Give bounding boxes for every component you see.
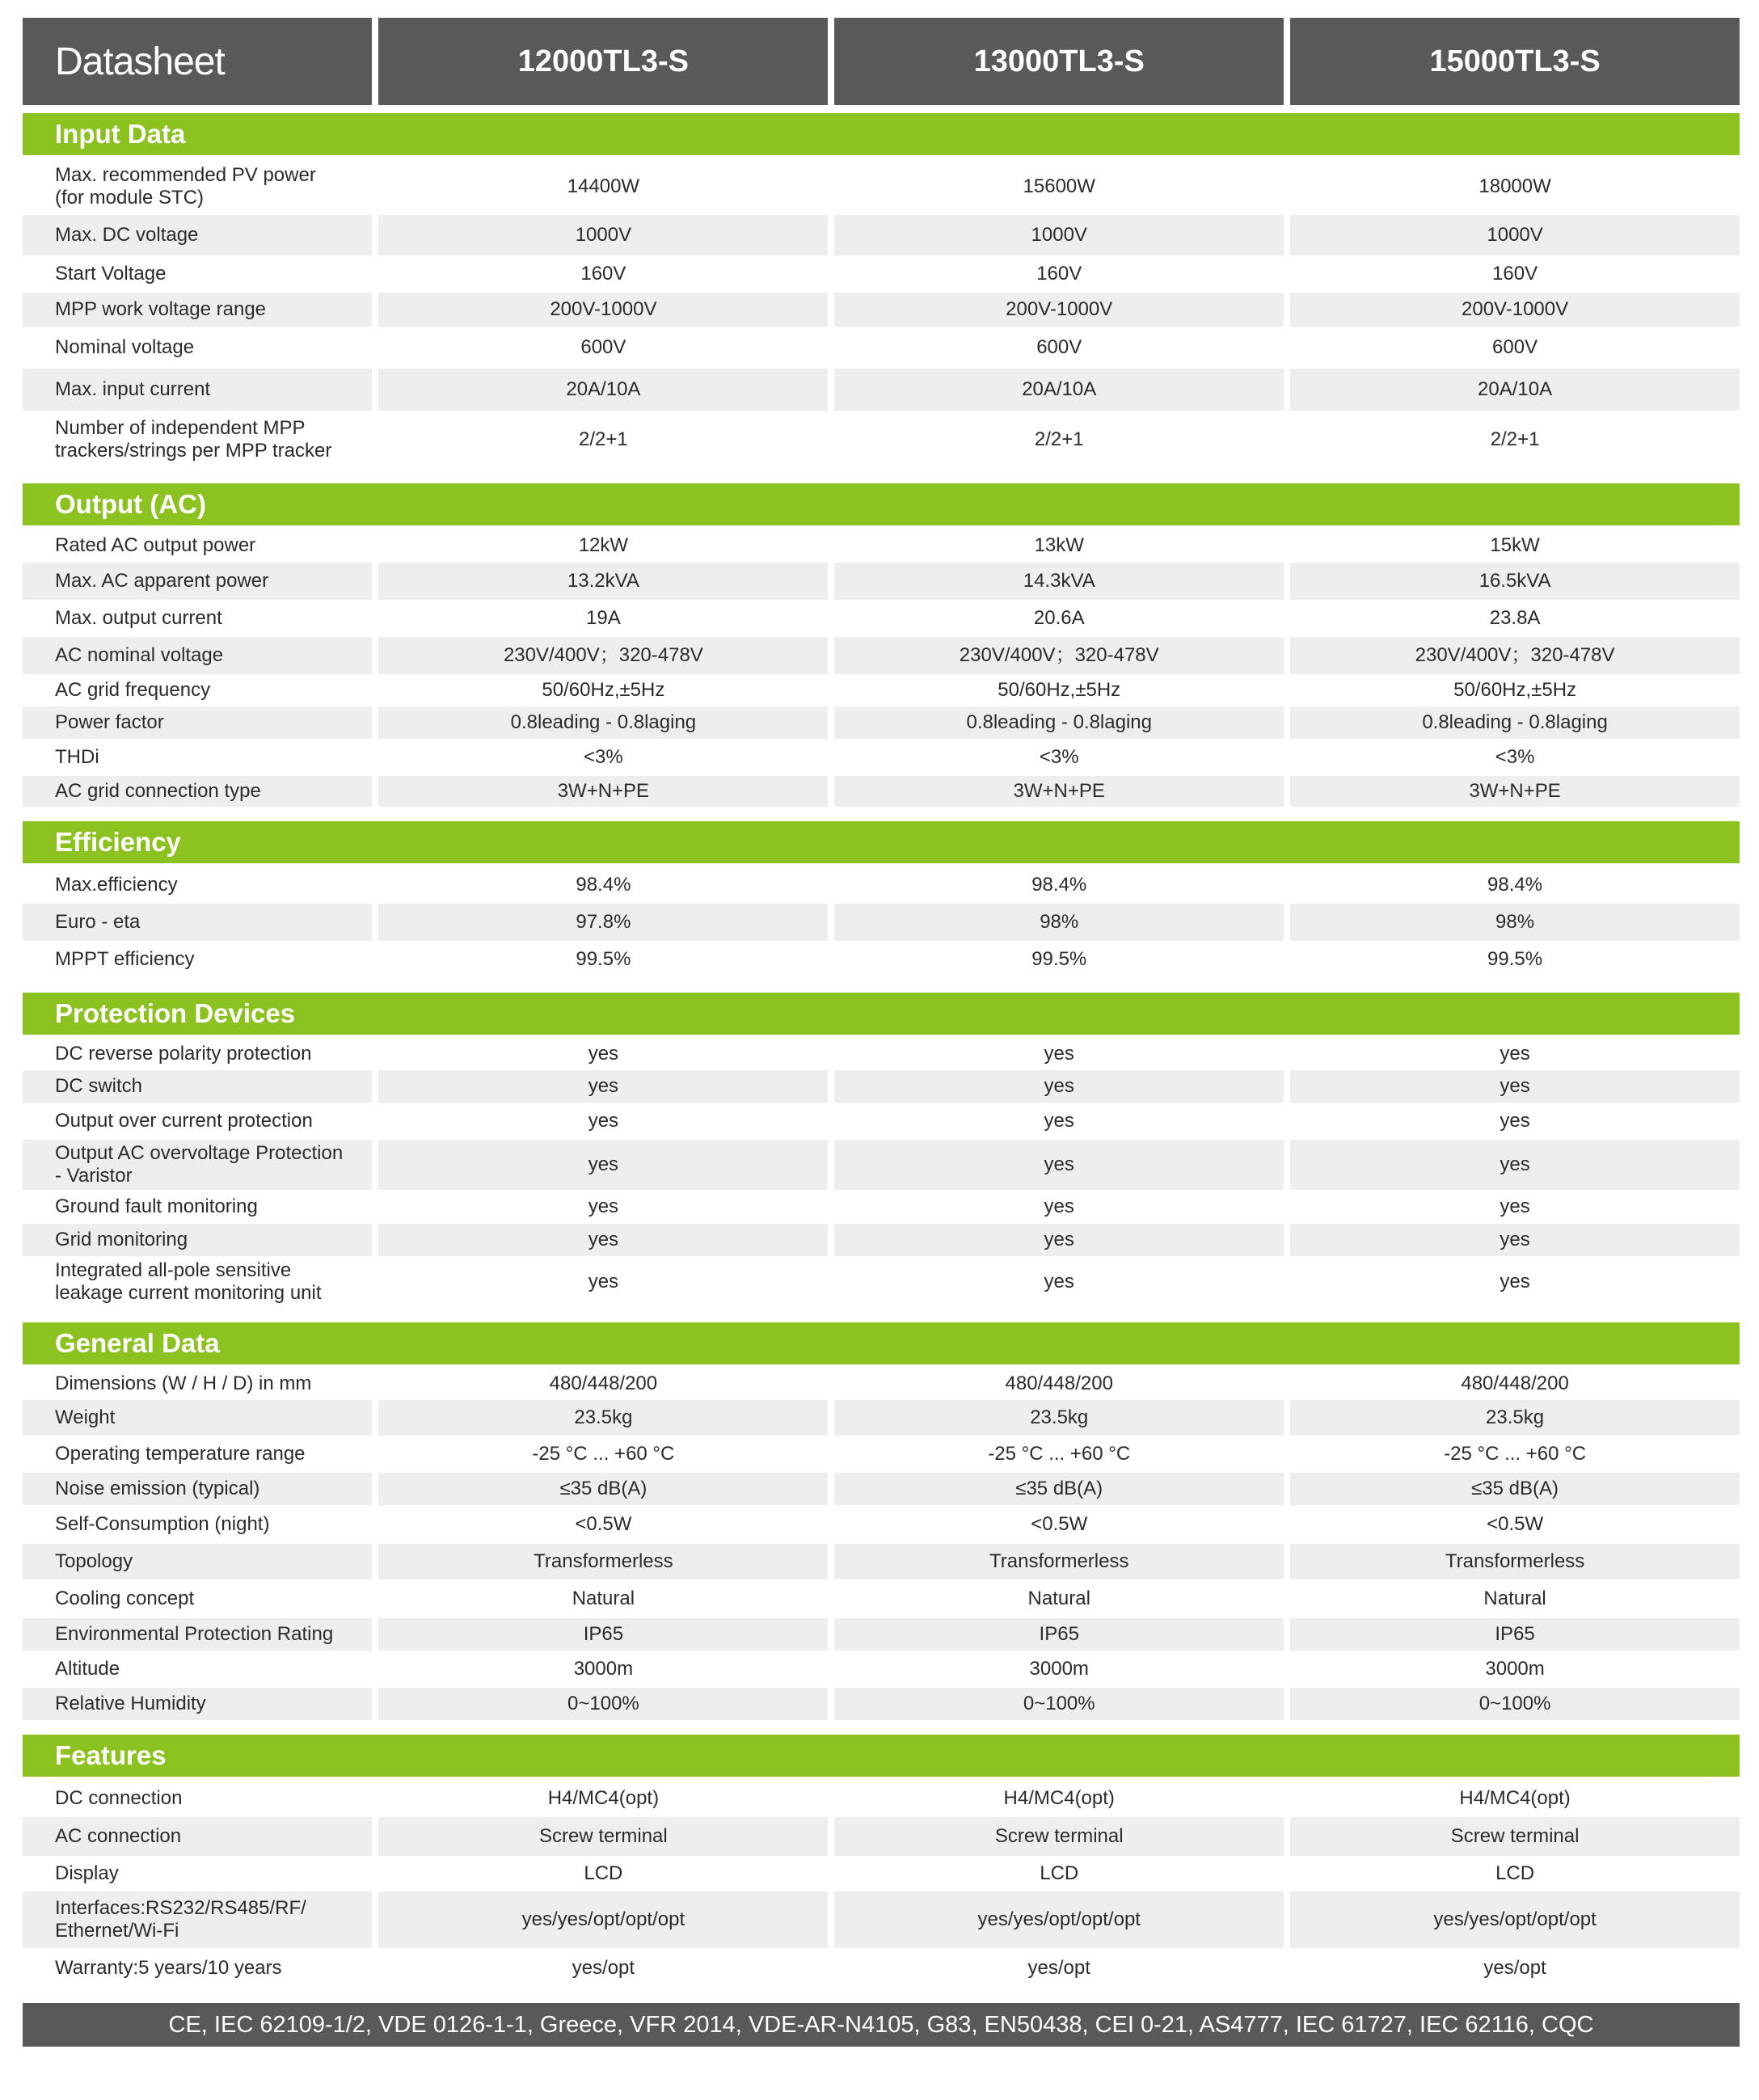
spec-value-model-1: Transformerless [378,1544,828,1579]
spec-value-model-2: 0.8leading - 0.8laging [834,706,1284,739]
spec-value-model-1: <0.5W [378,1505,828,1544]
spec-value-model-2: 20.6A [834,600,1284,637]
spec-label: Weight [23,1400,372,1436]
spec-value-model-3: 2/2+1 [1290,411,1740,469]
spec-value-model-2: yes [834,1103,1284,1140]
spec-value-model-2: 98.4% [834,867,1284,904]
spec-value-model-1: 23.5kg [378,1400,828,1436]
model-header-3: 15000TL3-S [1290,18,1740,105]
spec-value-model-2: 2/2+1 [834,411,1284,469]
spec-value-model-2: 99.5% [834,941,1284,978]
spec-value-model-3: yes [1290,1103,1740,1140]
spec-value-model-3: -25 °C ... +60 °C [1290,1436,1740,1473]
spec-label: Relative Humidity [23,1688,372,1720]
spec-row [23,1256,1740,1308]
spec-value-model-1: 13.2kVA [378,563,828,600]
spec-row [23,327,1740,369]
spec-row [23,1817,1740,1856]
spec-row [23,776,1740,807]
spec-row [23,1544,1740,1579]
spec-row [23,1948,1740,1988]
spec-label: Nominal voltage [23,327,372,369]
spec-value-model-1: -25 °C ... +60 °C [378,1436,828,1473]
spec-row [23,904,1740,941]
spec-row [23,1140,1740,1190]
spec-value-model-2: 200V-1000V [834,293,1284,327]
spec-value-model-1: 600V [378,327,828,369]
certifications-bar: CE, IEC 62109-1/2, VDE 0126-1-1, Greece, VFR 2014, VDE-AR-N4105, G83, EN50438, CEI 0-21, AS4777, IEC 61727, IEC 62116, CQC [23,2003,1740,2047]
spec-row [23,293,1740,327]
spec-value-model-1: 2/2+1 [378,411,828,469]
spec-value-model-3: Natural [1290,1579,1740,1618]
spec-value-model-3: <3% [1290,739,1740,776]
spec-label: AC connection [23,1817,372,1856]
section-title: General Data [23,1322,1740,1364]
spec-value-model-1: H4/MC4(opt) [378,1780,828,1817]
spec-value-model-3: 200V-1000V [1290,293,1740,327]
datasheet [23,18,1740,2047]
spec-label: Max. input current [23,369,372,411]
spec-value-model-3: 0~100% [1290,1688,1740,1720]
spec-label: DC connection [23,1780,372,1817]
spec-row [23,411,1740,469]
spec-value-model-1: 14400W [378,158,828,215]
spec-row [23,1473,1740,1505]
spec-row [23,369,1740,411]
spec-label: MPPT efficiency [23,941,372,978]
spec-value-model-1: yes [378,1070,828,1103]
spec-value-model-2: yes [834,1256,1284,1308]
section-protection-devices [23,993,1740,1308]
spec-value-model-2: 20A/10A [834,369,1284,411]
spec-row [23,563,1740,600]
spec-value-model-3: 99.5% [1290,941,1740,978]
spec-label: AC grid frequency [23,674,372,706]
spec-value-model-2: 13kW [834,529,1284,563]
spec-label: Warranty:5 years/10 years [23,1948,372,1988]
spec-value-model-2: 3W+N+PE [834,776,1284,807]
spec-label: Power factor [23,706,372,739]
spec-value-model-3: 16.5kVA [1290,563,1740,600]
spec-value-model-3: yes [1290,1140,1740,1190]
spec-value-model-2: Screw terminal [834,1817,1284,1856]
spec-value-model-1: 97.8% [378,904,828,941]
spec-value-model-3: 160V [1290,255,1740,293]
spec-sections [23,113,1740,1988]
spec-row [23,1891,1740,1948]
spec-value-model-3: 20A/10A [1290,369,1740,411]
spec-row [23,1436,1740,1473]
spec-value-model-2: yes [834,1190,1284,1224]
section-input-data [23,113,1740,469]
spec-value-model-2: yes [834,1038,1284,1070]
spec-value-model-3: yes [1290,1070,1740,1103]
spec-value-model-2: 230V/400V；320-478V [834,637,1284,674]
page-title: Datasheet [23,18,372,105]
spec-value-model-2: -25 °C ... +60 °C [834,1436,1284,1473]
spec-label: THDi [23,739,372,776]
spec-value-model-2: 98% [834,904,1284,941]
spec-label: Grid monitoring [23,1224,372,1256]
spec-value-model-3: 23.8A [1290,600,1740,637]
spec-value-model-1: 98.4% [378,867,828,904]
spec-row [23,1579,1740,1618]
spec-row [23,1224,1740,1256]
spec-row [23,215,1740,255]
spec-value-model-2: 160V [834,255,1284,293]
section-output-ac [23,483,1740,807]
spec-label: Noise emission (typical) [23,1473,372,1505]
spec-value-model-2: yes [834,1140,1284,1190]
section-title: Efficiency [23,821,1740,863]
spec-value-model-1: 160V [378,255,828,293]
section-title: Features [23,1735,1740,1777]
spec-value-model-3: yes [1290,1256,1740,1308]
spec-value-model-1: 50/60Hz,±5Hz [378,674,828,706]
spec-label: Max.efficiency [23,867,372,904]
spec-row [23,1780,1740,1817]
spec-row [23,600,1740,637]
spec-row [23,739,1740,776]
spec-value-model-1: 3000m [378,1651,828,1688]
spec-value-model-2: H4/MC4(opt) [834,1780,1284,1817]
spec-value-model-3: yes [1290,1038,1740,1070]
spec-label: Dimensions (W / H / D) in mm [23,1368,372,1400]
spec-row [23,1688,1740,1720]
spec-value-model-1: 0~100% [378,1688,828,1720]
spec-row [23,158,1740,215]
spec-value-model-1: yes [378,1140,828,1190]
spec-row [23,637,1740,674]
spec-value-model-1: IP65 [378,1618,828,1651]
spec-value-model-1: 1000V [378,215,828,255]
spec-value-model-1: 12kW [378,529,828,563]
spec-label: Max. DC voltage [23,215,372,255]
spec-value-model-3: 600V [1290,327,1740,369]
spec-value-model-3: yes/yes/opt/opt/opt [1290,1891,1740,1948]
spec-value-model-1: 480/448/200 [378,1368,828,1400]
spec-value-model-1: yes [378,1038,828,1070]
spec-value-model-1: yes [378,1190,828,1224]
spec-value-model-3: 50/60Hz,±5Hz [1290,674,1740,706]
spec-row [23,1103,1740,1140]
spec-label: DC switch [23,1070,372,1103]
spec-value-model-3: 15kW [1290,529,1740,563]
spec-row [23,1368,1740,1400]
header-row [23,18,1740,105]
spec-label: Altitude [23,1651,372,1688]
spec-value-model-1: yes [378,1103,828,1140]
spec-value-model-1: 3W+N+PE [378,776,828,807]
spec-value-model-3: IP65 [1290,1618,1740,1651]
spec-value-model-2: Transformerless [834,1544,1284,1579]
spec-value-model-2: 1000V [834,215,1284,255]
section-features [23,1735,1740,1988]
spec-value-model-2: 15600W [834,158,1284,215]
section-title: Output (AC) [23,483,1740,525]
spec-value-model-2: 0~100% [834,1688,1284,1720]
spec-value-model-1: LCD [378,1856,828,1891]
spec-label: DC reverse polarity protection [23,1038,372,1070]
spec-value-model-3: Screw terminal [1290,1817,1740,1856]
spec-label: Self-Consumption (night) [23,1505,372,1544]
spec-label: Interfaces:RS232/RS485/RF/ Ethernet/Wi-Fi [23,1891,372,1948]
spec-value-model-3: yes [1290,1190,1740,1224]
spec-row [23,867,1740,904]
spec-value-model-1: <3% [378,739,828,776]
spec-row [23,1505,1740,1544]
spec-value-model-3: 98% [1290,904,1740,941]
spec-label: Rated AC output power [23,529,372,563]
spec-value-model-1: yes/opt [378,1948,828,1988]
model-header-2: 13000TL3-S [834,18,1284,105]
spec-value-model-1: yes/yes/opt/opt/opt [378,1891,828,1948]
spec-value-model-2: IP65 [834,1618,1284,1651]
spec-label: Max. AC apparent power [23,563,372,600]
spec-value-model-1: Screw terminal [378,1817,828,1856]
spec-value-model-3: 23.5kg [1290,1400,1740,1436]
spec-value-model-3: 0.8leading - 0.8laging [1290,706,1740,739]
spec-label: Output AC overvoltage Protection - Varistor [23,1140,372,1190]
spec-value-model-3: 3000m [1290,1651,1740,1688]
spec-value-model-1: Natural [378,1579,828,1618]
spec-value-model-2: <3% [834,739,1284,776]
spec-label: Output over current protection [23,1103,372,1140]
spec-value-model-3: 3W+N+PE [1290,776,1740,807]
spec-value-model-3: 18000W [1290,158,1740,215]
spec-row [23,674,1740,706]
spec-value-model-2: LCD [834,1856,1284,1891]
spec-row [23,941,1740,978]
spec-value-model-2: 600V [834,327,1284,369]
section-efficiency [23,821,1740,978]
spec-value-model-3: 98.4% [1290,867,1740,904]
spec-row [23,1070,1740,1103]
spec-label: AC grid connection type [23,776,372,807]
spec-row [23,1651,1740,1688]
spec-value-model-2: yes [834,1224,1284,1256]
spec-row [23,529,1740,563]
spec-value-model-2: yes [834,1070,1284,1103]
spec-value-model-1: 20A/10A [378,369,828,411]
spec-value-model-1: 230V/400V；320-478V [378,637,828,674]
spec-row [23,1038,1740,1070]
spec-value-model-2: 23.5kg [834,1400,1284,1436]
spec-value-model-2: Natural [834,1579,1284,1618]
spec-value-model-3: <0.5W [1290,1505,1740,1544]
spec-value-model-3: ≤35 dB(A) [1290,1473,1740,1505]
spec-value-model-1: yes [378,1224,828,1256]
spec-label: Ground fault monitoring [23,1190,372,1224]
spec-label: MPP work voltage range [23,293,372,327]
spec-value-model-3: yes [1290,1224,1740,1256]
spec-label: Max. recommended PV power (for module STC) [23,158,372,215]
spec-value-model-1: ≤35 dB(A) [378,1473,828,1505]
section-general-data [23,1322,1740,1720]
spec-value-model-2: yes/opt [834,1948,1284,1988]
spec-value-model-3: yes/opt [1290,1948,1740,1988]
model-header-1: 12000TL3-S [378,18,828,105]
spec-label: Euro - eta [23,904,372,941]
spec-value-model-3: 480/448/200 [1290,1368,1740,1400]
spec-label: Number of independent MPP trackers/strings per MPP tracker [23,411,372,469]
spec-value-model-2: 3000m [834,1651,1284,1688]
spec-row [23,1856,1740,1891]
spec-value-model-1: 0.8leading - 0.8laging [378,706,828,739]
spec-value-model-1: 19A [378,600,828,637]
spec-label: Max. output current [23,600,372,637]
spec-row [23,1618,1740,1651]
spec-value-model-1: 200V-1000V [378,293,828,327]
spec-value-model-3: 1000V [1290,215,1740,255]
spec-value-model-1: 99.5% [378,941,828,978]
section-title: Input Data [23,113,1740,155]
spec-value-model-2: ≤35 dB(A) [834,1473,1284,1505]
spec-label: AC nominal voltage [23,637,372,674]
spec-value-model-2: 50/60Hz,±5Hz [834,674,1284,706]
spec-value-model-2: yes/yes/opt/opt/opt [834,1891,1284,1948]
spec-value-model-1: yes [378,1256,828,1308]
spec-label: Cooling concept [23,1579,372,1618]
spec-value-model-3: Transformerless [1290,1544,1740,1579]
spec-label: Display [23,1856,372,1891]
spec-label: Integrated all-pole sensitive leakage current monitoring unit [23,1256,372,1308]
spec-row [23,255,1740,293]
spec-label: Topology [23,1544,372,1579]
spec-value-model-3: 230V/400V；320-478V [1290,637,1740,674]
spec-row [23,1400,1740,1436]
spec-label: Operating temperature range [23,1436,372,1473]
spec-value-model-2: 480/448/200 [834,1368,1284,1400]
spec-label: Environmental Protection Rating [23,1618,372,1651]
spec-value-model-3: H4/MC4(opt) [1290,1780,1740,1817]
spec-label: Start Voltage [23,255,372,293]
section-title: Protection Devices [23,993,1740,1035]
spec-value-model-2: <0.5W [834,1505,1284,1544]
spec-value-model-2: 14.3kVA [834,563,1284,600]
spec-value-model-3: LCD [1290,1856,1740,1891]
spec-row [23,706,1740,739]
spec-row [23,1190,1740,1224]
